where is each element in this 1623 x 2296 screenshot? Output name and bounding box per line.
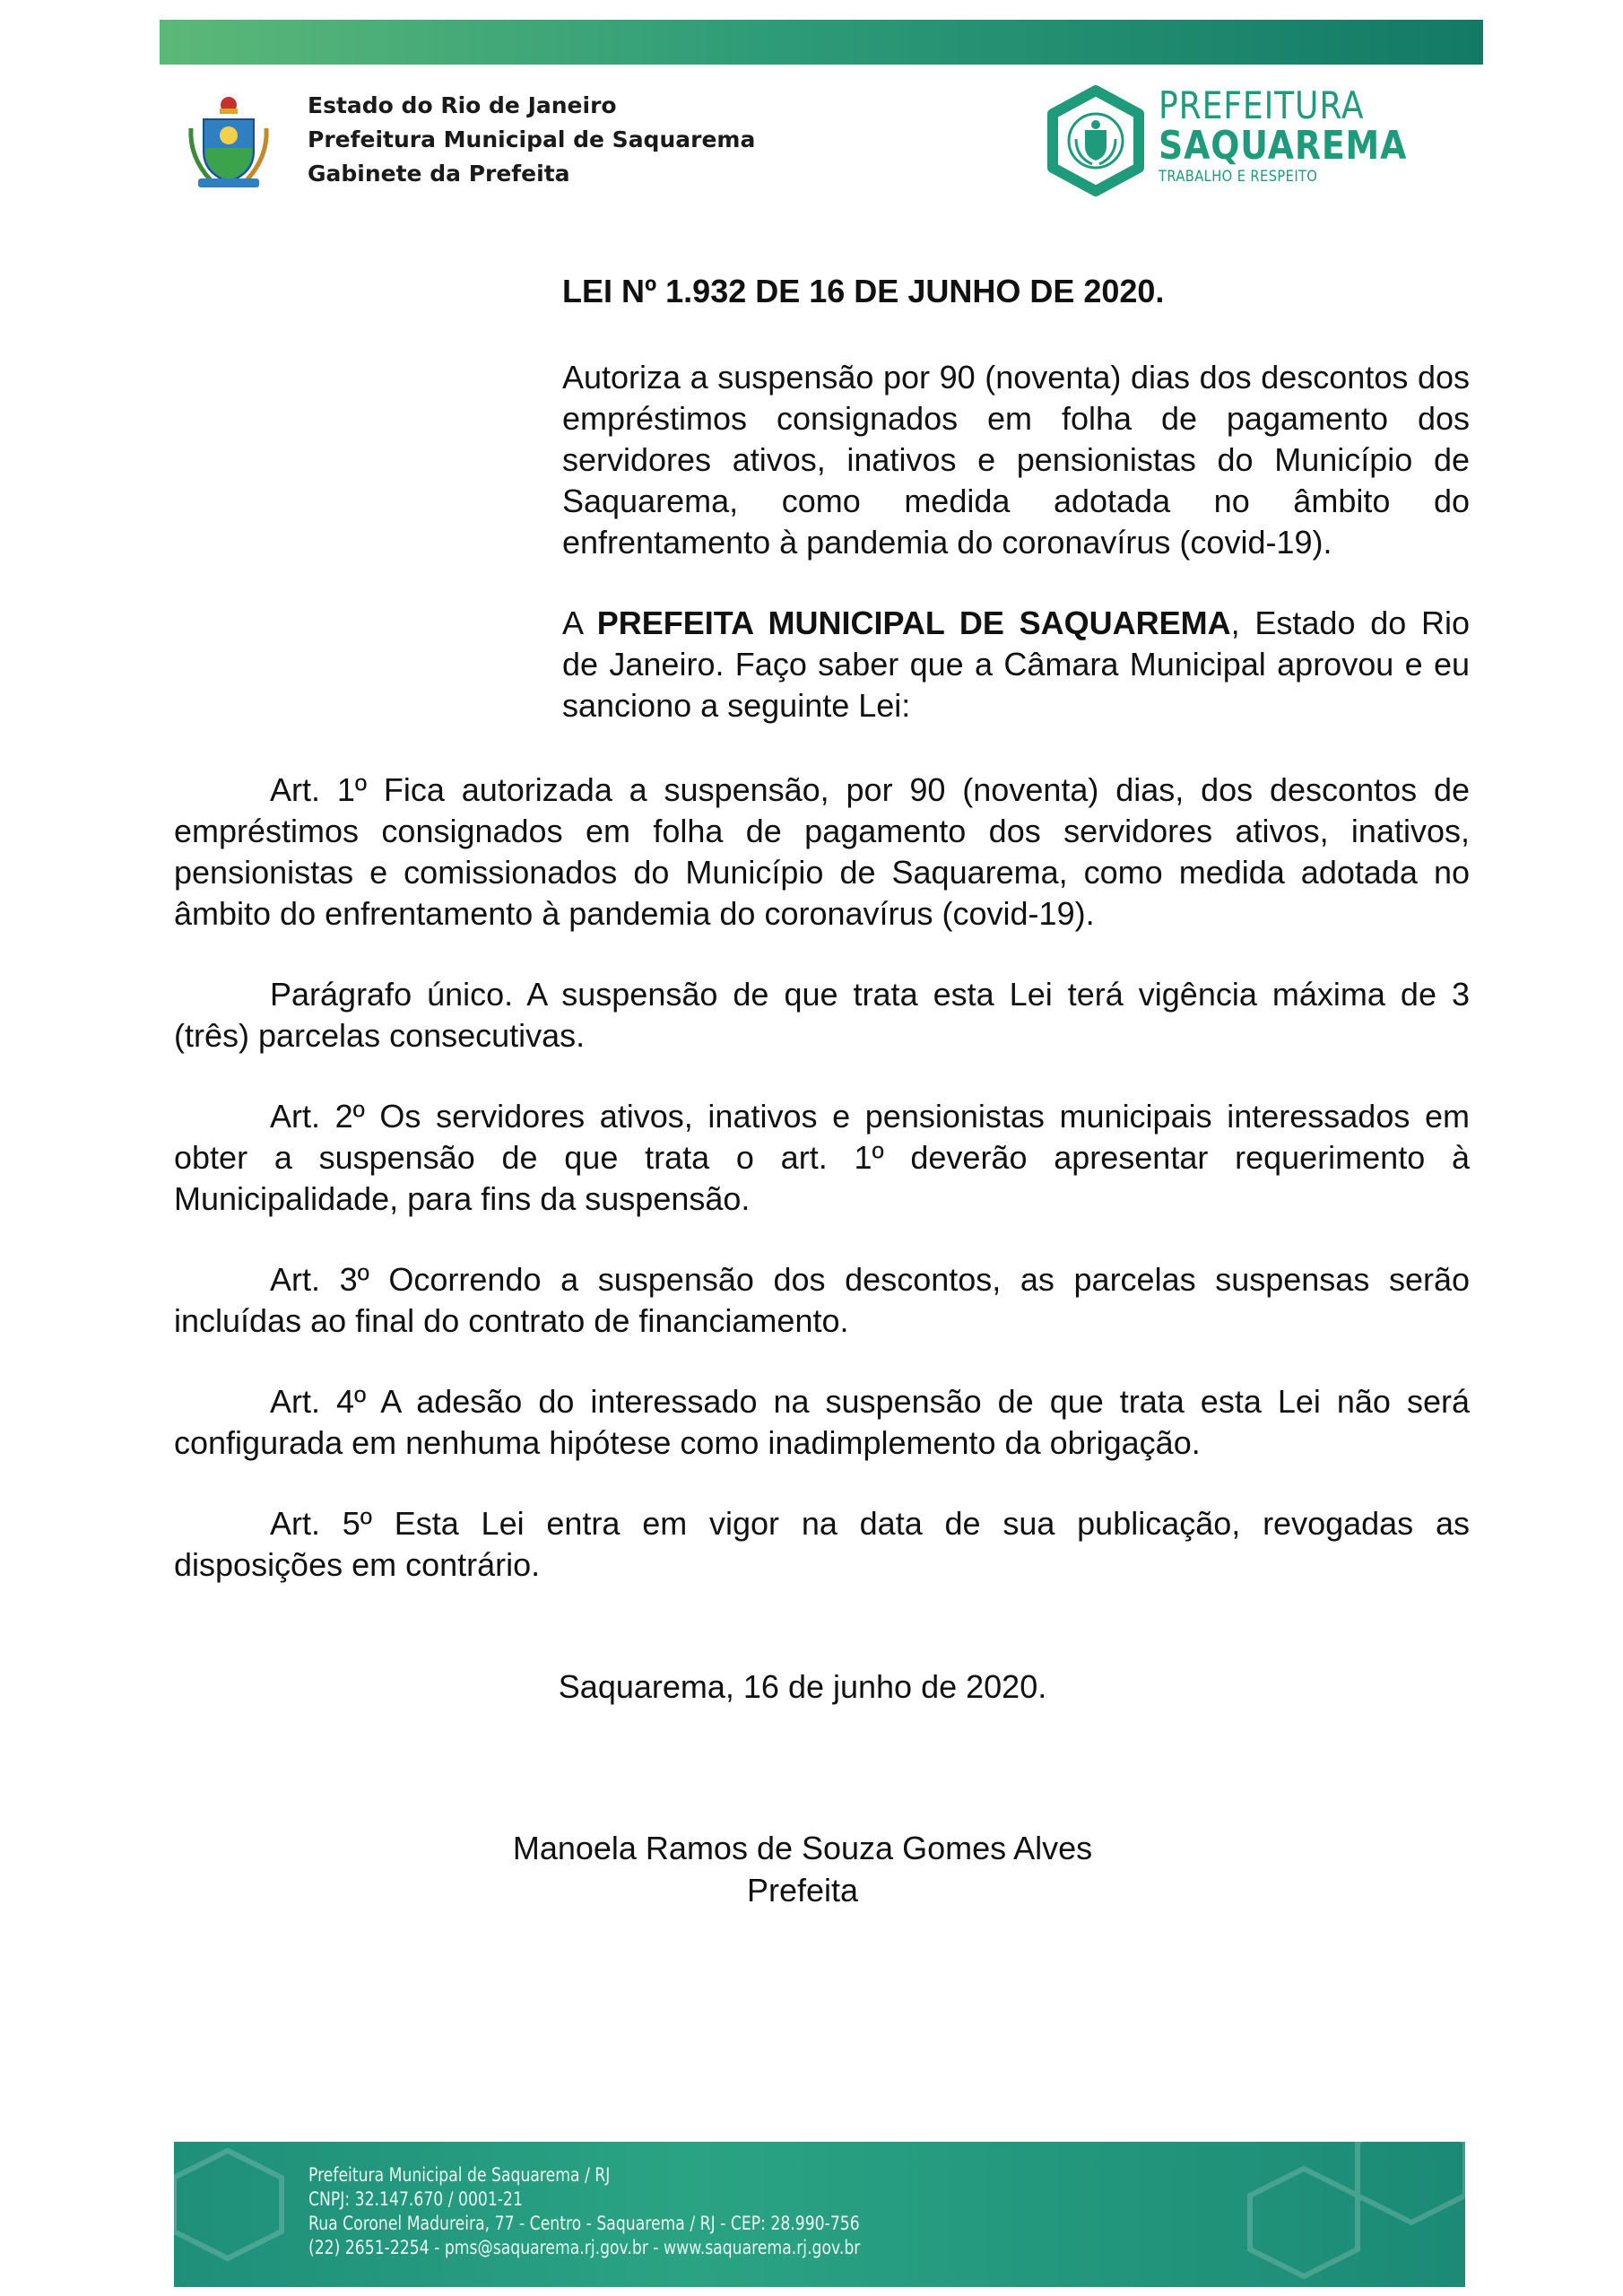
header-office: Gabinete da Prefeita	[308, 161, 570, 187]
article-4: Art. 4º A adesão do interessado na suspensão de que trata esta Lei não será configurada em nenhuma hipótese como inadimplemento da obrigação.	[174, 1383, 1470, 1461]
brand-title: PREFEITURA	[1159, 83, 1365, 127]
article-5: Art. 5º Esta Lei entra em vigor na data de sua publicação, revogadas as disposições em contrário.	[174, 1505, 1470, 1583]
header-color-bar	[160, 20, 1483, 65]
footer-line-cnpj: CNPJ: 32.147.670 / 0001-21	[308, 2188, 523, 2210]
footer-line-phone-email-web: (22) 2651-2254 - pms@saquarema.rj.gov.br - www.saquarema.rj.gov.br	[308, 2237, 861, 2258]
article-2: Art. 2º Os servidores ativos, inativos e pensionistas municipais interessados em obter a suspensão de que trata o art. 1º deverão apresentar requerimento à Municipalidade, para fins da suspensão.	[174, 1098, 1470, 1217]
header-state: Estado do Rio de Janeiro	[308, 92, 617, 118]
letterhead	[184, 85, 1493, 220]
enactment-prefix: A	[562, 604, 597, 641]
place-date: Saquarema, 16 de junho de 2020.	[558, 1668, 1047, 1705]
coat-of-arms-icon	[184, 92, 273, 191]
hexagon-emblem-icon	[1040, 85, 1151, 196]
law-title: LEI Nº 1.932 DE 16 DE JUNHO DE 2020.	[562, 273, 1165, 309]
enactment-authority: PREFEITA MUNICIPAL DE SAQUAREMA	[596, 604, 1231, 641]
footer-line-name: Prefeitura Municipal de Saquarema / RJ	[308, 2164, 611, 2186]
law-articles	[174, 770, 1470, 1625]
enactment-suffix: , Estado do Rio de Janeiro. Faço saber que a Câmara Municipal aprovou e eu sanciono a seguinte Lei:	[562, 604, 1470, 724]
article-1-single-paragraph: Parágrafo único. A suspensão de que trata esta Lei terá vigência máxima de 3 (três) parcelas consecutivas.	[174, 976, 1470, 1054]
signatory-name: Manoela Ramos de Souza Gomes Alves	[512, 1830, 1093, 1866]
brand-slogan: TRABALHO E RESPEITO	[1159, 168, 1318, 186]
footer-line-address: Rua Coronel Madureira, 77 - Centro - Saquarema / RJ - CEP: 28.990-756	[308, 2213, 860, 2234]
signatory-role: Prefeita	[746, 1872, 859, 1909]
law-summary: Autoriza a suspensão por 90 (noventa) dias dos descontos dos empréstimos consignados em folha de pagamento dos servidores ativos, inativos e pensionistas do Município de Saquarema, como medida adotada no âmbito do enfrentamento à pandemia do coronavírus (covid-19).	[562, 359, 1470, 561]
city-hall-logo	[1040, 85, 1471, 211]
footer-bar	[174, 2142, 1465, 2287]
footer-contact	[308, 2163, 860, 2260]
brand-name: SAQUAREMA	[1159, 123, 1408, 169]
enactment-clause	[562, 603, 1470, 726]
article-3: Art. 3º Ocorrendo a suspensão dos descontos, as parcelas suspensas serão incluídas ao final do contrato de financiamento.	[174, 1261, 1470, 1339]
header-city-hall: Prefeitura Municipal de Saquarema	[308, 126, 756, 152]
article-1: Art. 1º Fica autorizada a suspensão, por 90 (noventa) dias, dos descontos de empréstimos consignados em folha de pagamento dos servidores ativos, inativos, pensionistas e comissionados do Município de Saquarema, como medida adotada no âmbito do enfrentamento à pandemia do coronavírus (covid-19).	[174, 771, 1470, 932]
